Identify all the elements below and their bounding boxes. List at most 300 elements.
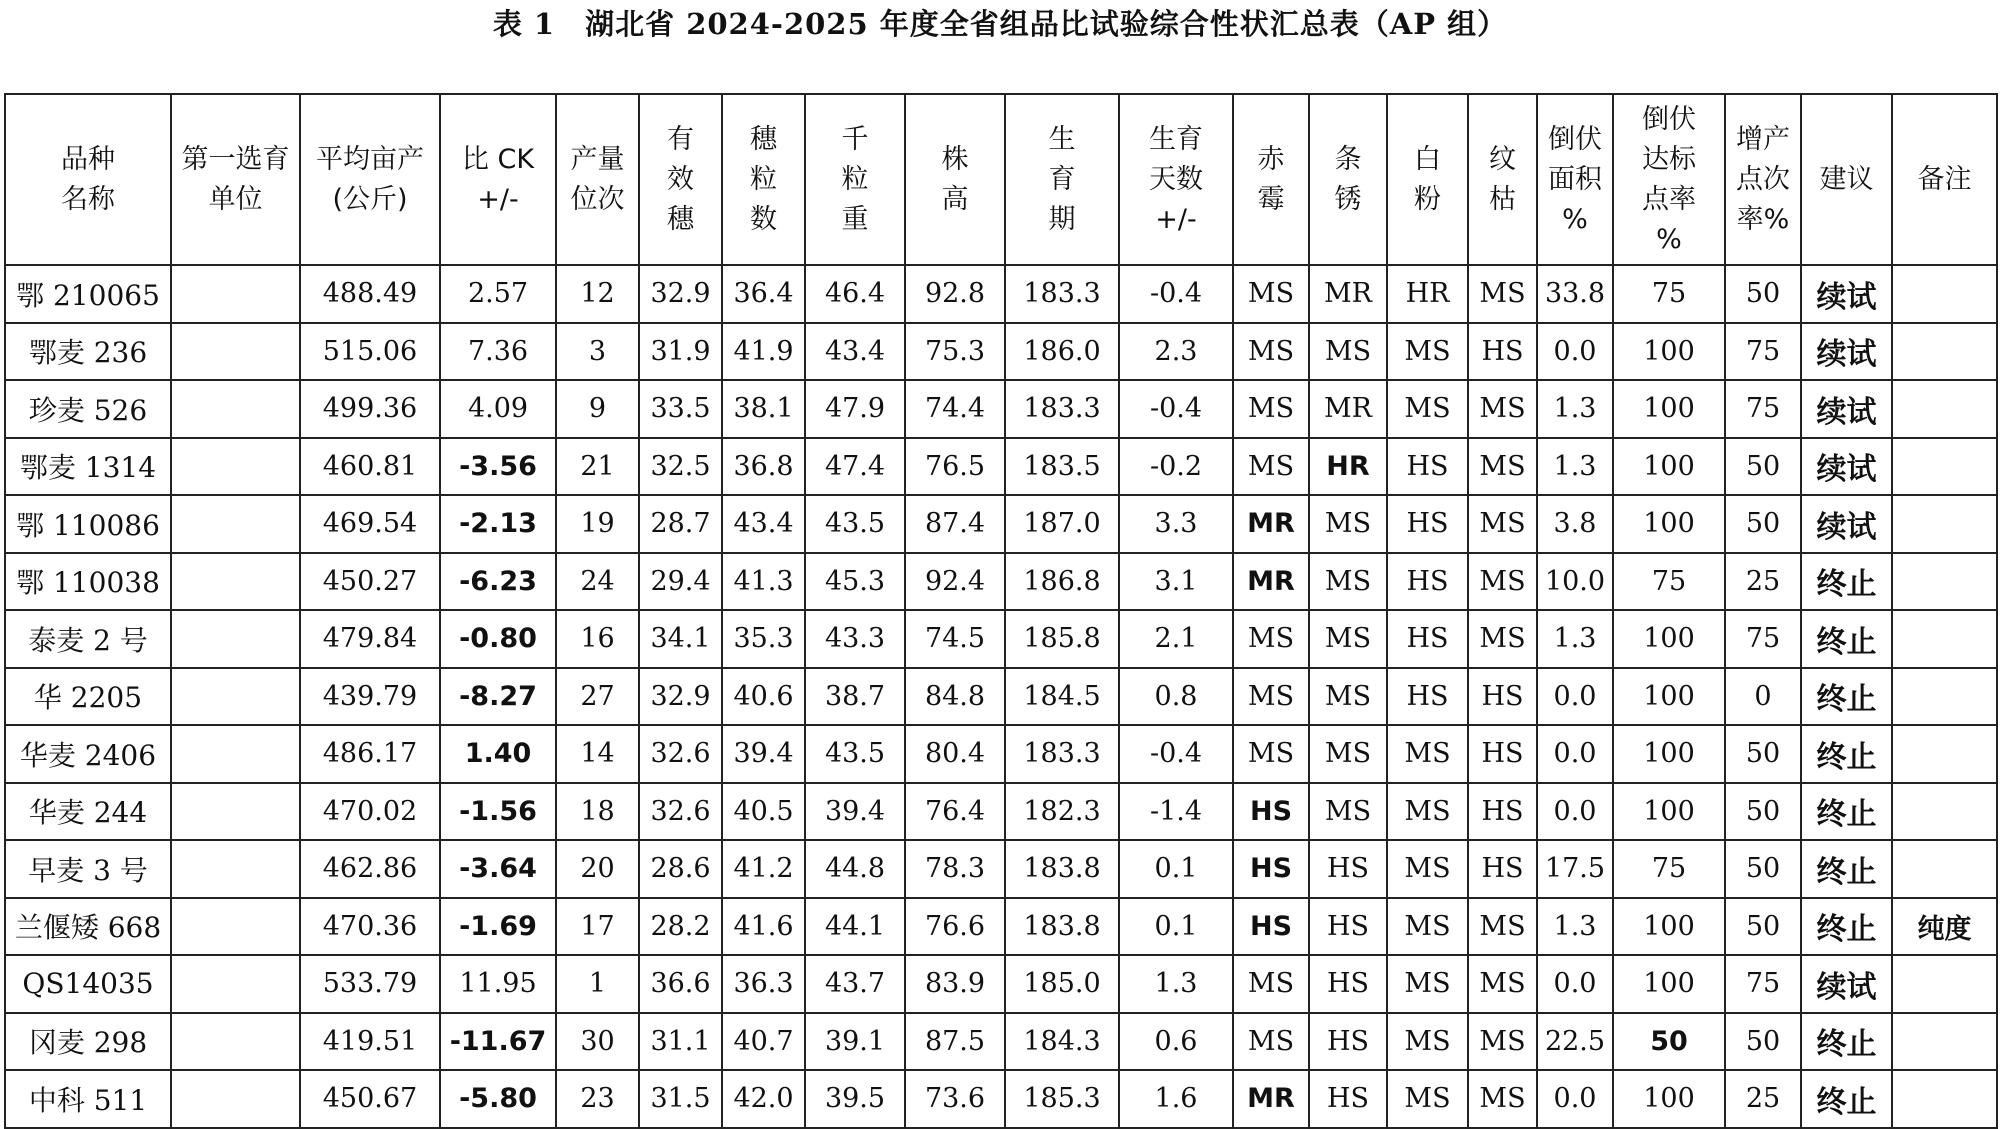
table-cell: 73.6 [905,1070,1005,1128]
table-cell: 75 [1613,840,1725,898]
table-cell: 11.95 [440,955,556,1013]
column-header-line: 霉 [1257,183,1285,215]
suggestion-cell: 终止 [1801,553,1892,611]
variety-name-cell: 早麦 3 号 [5,840,171,898]
column-header [1725,94,1801,265]
variety-name-cell: 华 2205 [5,668,171,726]
column-header-line: (公斤) [332,183,408,215]
table-row [5,380,1997,438]
table-cell: 17.5 [1537,840,1613,898]
table-cell: HS [1468,668,1537,726]
table-cell: 183.3 [1005,265,1119,323]
column-header [440,94,556,265]
table-cell [171,438,300,496]
column-header [300,94,440,265]
table-cell: 76.4 [905,783,1005,841]
table-cell: 100 [1613,323,1725,381]
table-cell: 182.3 [1005,783,1119,841]
table-cell: -0.4 [1119,265,1233,323]
table-cell: HS [1468,840,1537,898]
column-header-line: 株 [941,143,969,175]
table-cell: 12 [556,265,639,323]
table-cell: -11.67 [440,1013,556,1071]
table-cell: 183.3 [1005,380,1119,438]
table-cell: 31.5 [639,1070,722,1128]
table-cell: MS [1233,265,1309,323]
variety-name-cell: 中科 511 [5,1070,171,1128]
table-cell: 1 [556,955,639,1013]
column-header [5,94,171,265]
table-row [5,783,1997,841]
table-cell [1892,840,1997,898]
column-header-line: 粒 [841,163,869,195]
table-cell: 533.79 [300,955,440,1013]
table-row [5,610,1997,668]
table-cell: HS [1309,898,1387,956]
table-cell: 183.5 [1005,438,1119,496]
table-cell: 100 [1613,1070,1725,1128]
table-cell: 479.84 [300,610,440,668]
column-header-line: 比 CK [461,143,535,175]
table-cell: MS [1233,1013,1309,1071]
column-header-line: 倒伏 [1642,103,1696,135]
variety-name-cell: 鄂 110086 [5,495,171,553]
table-cell: 0.0 [1537,955,1613,1013]
column-header-line: 数 [750,203,777,235]
table-cell: 32.9 [639,265,722,323]
table-cell: 419.51 [300,1013,440,1071]
table-cell: -8.27 [440,668,556,726]
table-cell: 87.4 [905,495,1005,553]
table-cell: 0.8 [1119,668,1233,726]
table-cell: 36.6 [639,955,722,1013]
table-cell: 25 [1725,553,1801,611]
suggestion-cell: 续试 [1801,438,1892,496]
table-cell: 23 [556,1070,639,1128]
table-cell [1892,725,1997,783]
table-cell [1892,668,1997,726]
column-header-line: 点次 [1736,163,1790,195]
suggestion-cell: 续试 [1801,323,1892,381]
suggestion-cell: 终止 [1801,725,1892,783]
table-cell: 29.4 [639,553,722,611]
table-cell: -2.13 [440,495,556,553]
table-cell: 43.5 [805,495,905,553]
suggestion-cell: 终止 [1801,783,1892,841]
table-cell: 17 [556,898,639,956]
column-header [1613,94,1725,265]
suggestion-cell: 终止 [1801,1070,1892,1128]
table-cell: MS [1387,840,1468,898]
table-cell [171,1070,300,1128]
variety-name-cell: 鄂 210065 [5,265,171,323]
table-row [5,668,1997,726]
table-cell: 450.27 [300,553,440,611]
table-cell [1892,1013,1997,1071]
column-header-line: % [1656,223,1682,255]
table-cell [1892,495,1997,553]
column-header-line: 天数 [1149,163,1203,195]
table-cell: 186.8 [1005,553,1119,611]
table-cell: 74.5 [905,610,1005,668]
table-cell [1892,1070,1997,1128]
table-cell: -3.64 [440,840,556,898]
variety-name-cell: 鄂麦 1314 [5,438,171,496]
table-cell: 78.3 [905,840,1005,898]
column-header-line: 名称 [61,183,115,215]
table-cell: 87.5 [905,1013,1005,1071]
table-cell: 439.79 [300,668,440,726]
table-cell: HS [1309,840,1387,898]
table-cell: 84.8 [905,668,1005,726]
table-row [5,553,1997,611]
table-cell [171,380,300,438]
column-header-line: 第一选育 [181,143,290,175]
table-row [5,840,1997,898]
table-cell: 38.7 [805,668,905,726]
table-cell: 3.3 [1119,495,1233,553]
table-cell: MR [1309,265,1387,323]
table-row [5,898,1997,956]
table-cell: 75.3 [905,323,1005,381]
table-row [5,725,1997,783]
table-cell: 43.7 [805,955,905,1013]
table-cell: 47.9 [805,380,905,438]
table-cell: HS [1309,1070,1387,1128]
table-cell: 36.3 [722,955,805,1013]
table-cell: 50 [1725,1013,1801,1071]
table-cell: MS [1233,668,1309,726]
table-cell: 50 [1613,1013,1725,1071]
column-header-line: 白 [1414,143,1441,175]
table-cell: -6.23 [440,553,556,611]
column-header-line: 产量 [570,143,625,175]
table-cell: 83.9 [905,955,1005,1013]
table-cell [171,1013,300,1071]
table-cell: 33.5 [639,380,722,438]
table-cell: MS [1387,323,1468,381]
table-cell: MS [1309,783,1387,841]
table-cell: 31.9 [639,323,722,381]
table-cell [171,495,300,553]
table-cell: -0.80 [440,610,556,668]
table-cell: HS [1468,323,1537,381]
table-cell: 50 [1725,840,1801,898]
variety-name-cell: 冈麦 298 [5,1013,171,1071]
table-cell: 3 [556,323,639,381]
table-cell: 0.0 [1537,323,1613,381]
table-cell: 184.3 [1005,1013,1119,1071]
table-cell: MS [1387,380,1468,438]
table-cell: 18 [556,783,639,841]
table-cell: 75 [1725,955,1801,1013]
table-cell: 33.8 [1537,265,1613,323]
column-header-line: 位次 [570,183,625,215]
table-cell: 75 [1613,265,1725,323]
table-cell: MS [1387,783,1468,841]
table-cell: 450.67 [300,1070,440,1128]
table-cell: 515.06 [300,323,440,381]
table-cell: 10.0 [1537,553,1613,611]
column-header-line: 粒 [750,163,777,195]
table-cell: 1.3 [1537,438,1613,496]
table-cell: MS [1387,1013,1468,1071]
column-header [1801,94,1892,265]
table-cell: MS [1309,323,1387,381]
table-cell: 100 [1613,955,1725,1013]
table-cell: 43.3 [805,610,905,668]
table-cell: MS [1387,725,1468,783]
column-header-line: 单位 [208,183,263,215]
variety-name-cell: 兰偃矮 668 [5,898,171,956]
table-cell: 24 [556,553,639,611]
column-header-line: 点率 [1642,183,1696,215]
suggestion-cell: 终止 [1801,610,1892,668]
table-cell: 36.8 [722,438,805,496]
column-header-line: 枯 [1489,183,1516,215]
table-cell: MS [1468,898,1537,956]
table-cell: 0.0 [1537,725,1613,783]
table-cell: HS [1387,553,1468,611]
column-header-line: 生 [1048,123,1076,155]
table-cell: 1.3 [1537,610,1613,668]
table-cell: 25 [1725,1070,1801,1128]
table-cell: HS [1468,783,1537,841]
table-cell [1892,438,1997,496]
table-cell: MS [1309,725,1387,783]
table-cell: MS [1233,323,1309,381]
column-header-line: 增产 [1736,123,1790,155]
table-cell: 39.5 [805,1070,905,1128]
table-cell: 22.5 [1537,1013,1613,1071]
table-cell: MS [1468,955,1537,1013]
table-cell: MS [1468,438,1537,496]
table-cell: 470.36 [300,898,440,956]
table-cell: 3.8 [1537,495,1613,553]
table-cell: 469.54 [300,495,440,553]
column-header-line: 达标 [1642,143,1696,175]
table-cell: MS [1309,610,1387,668]
table-cell: 32.9 [639,668,722,726]
table-cell: 44.1 [805,898,905,956]
column-header-line: 效 [667,163,694,195]
table-cell [171,323,300,381]
column-header [1387,94,1468,265]
table-cell: 74.4 [905,380,1005,438]
table-title: 表 1 湖北省 2024-2025 年度全省组品比试验综合性状汇总表（AP 组） [492,7,1508,41]
table-cell: 50 [1725,438,1801,496]
variety-name-cell: QS14035 [5,955,171,1013]
column-header-line: 生育 [1149,123,1203,155]
table-cell: 43.4 [722,495,805,553]
table-cell: MS [1309,495,1387,553]
table-cell: 185.3 [1005,1070,1119,1128]
table-cell: 4.09 [440,380,556,438]
table-cell: 47.4 [805,438,905,496]
table-cell: 16 [556,610,639,668]
table-cell: -0.2 [1119,438,1233,496]
column-header [905,94,1005,265]
column-header-line: 率% [1736,203,1790,235]
table-cell: 32.5 [639,438,722,496]
table-cell: 2.3 [1119,323,1233,381]
column-header-line: 品种 [61,143,115,175]
table-cell: 36.4 [722,265,805,323]
table-cell: HR [1309,438,1387,496]
table-cell: 0 [1725,668,1801,726]
column-header-line: 平均亩产 [316,143,424,175]
table-cell: 0.6 [1119,1013,1233,1071]
table-cell: 50 [1725,783,1801,841]
table-cell: 7.36 [440,323,556,381]
table-cell: MS [1468,610,1537,668]
column-header [1468,94,1537,265]
table-cell: 43.4 [805,323,905,381]
table-cell: 44.8 [805,840,905,898]
table-cell: MS [1468,553,1537,611]
table-cell: 20 [556,840,639,898]
column-header-line: 育 [1048,163,1076,195]
table-cell: MS [1233,380,1309,438]
table-cell: MS [1233,610,1309,668]
variety-name-cell: 鄂麦 236 [5,323,171,381]
header-row [5,94,1997,265]
table-cell: 100 [1613,380,1725,438]
suggestion-cell: 续试 [1801,495,1892,553]
column-header-line: +/- [477,183,519,215]
table-cell: MS [1233,438,1309,496]
table-cell: 32.6 [639,725,722,783]
table-cell [171,725,300,783]
table-cell [171,265,300,323]
table-cell: MS [1468,1013,1537,1071]
table-cell: 41.3 [722,553,805,611]
table-cell: 43.5 [805,725,905,783]
table-cell: 3.1 [1119,553,1233,611]
table-cell [171,668,300,726]
table-cell: 0.1 [1119,840,1233,898]
table-cell: MR [1233,553,1309,611]
table-cell: -1.69 [440,898,556,956]
suggestion-cell: 续试 [1801,955,1892,1013]
column-header-line: 重 [841,203,869,235]
variety-name-cell: 华麦 2406 [5,725,171,783]
suggestion-cell: 终止 [1801,1013,1892,1071]
table-cell: 46.4 [805,265,905,323]
table-cell: 40.5 [722,783,805,841]
table-cell: MS [1387,898,1468,956]
table-cell: HS [1233,840,1309,898]
table-cell: MS [1309,553,1387,611]
table-cell: HS [1233,783,1309,841]
table-cell: 100 [1613,668,1725,726]
column-header [171,94,300,265]
column-header-line: 备注 [1917,163,1972,195]
table-cell: -5.80 [440,1070,556,1128]
table-cell: 41.9 [722,323,805,381]
column-header [639,94,722,265]
column-header-line: 面积 [1548,163,1602,195]
column-header [1119,94,1233,265]
column-header-line: % [1562,203,1588,235]
table-cell: -0.4 [1119,725,1233,783]
table-cell: 2.57 [440,265,556,323]
table-cell: 92.8 [905,265,1005,323]
table-cell: 34.1 [639,610,722,668]
table-cell: 28.7 [639,495,722,553]
table-cell: HS [1387,495,1468,553]
table-row [5,1070,1997,1128]
table-cell: 28.2 [639,898,722,956]
table-row [5,955,1997,1013]
column-header-line: 条 [1334,143,1362,175]
column-header-line: +/- [1155,203,1197,235]
table-cell: 183.8 [1005,840,1119,898]
table-cell: 9 [556,380,639,438]
table-cell: 31.1 [639,1013,722,1071]
table-cell: 100 [1613,783,1725,841]
table-body [5,265,1997,1128]
table-cell: -1.56 [440,783,556,841]
table-cell [1892,783,1997,841]
suggestion-cell: 终止 [1801,840,1892,898]
table-cell: 1.40 [440,725,556,783]
column-header [1892,94,1997,265]
table-cell [1892,265,1997,323]
column-header-line: 期 [1048,203,1076,235]
column-header-line: 倒伏 [1548,123,1602,155]
table-cell: 92.4 [905,553,1005,611]
table-cell: 50 [1725,898,1801,956]
table-cell: 45.3 [805,553,905,611]
table-cell: MS [1233,725,1309,783]
table-cell: MS [1468,1070,1537,1128]
table-cell: HR [1387,265,1468,323]
column-header-line: 穗 [667,203,694,235]
table-cell: 50 [1725,725,1801,783]
table-row [5,323,1997,381]
table-row [5,1013,1997,1071]
table-cell [171,840,300,898]
table-cell: 0.0 [1537,668,1613,726]
table-cell: -1.4 [1119,783,1233,841]
column-header [556,94,639,265]
table-cell: 28.6 [639,840,722,898]
table-cell: 1.3 [1119,955,1233,1013]
table-cell: MR [1233,1070,1309,1128]
column-header [1309,94,1387,265]
table-cell: 19 [556,495,639,553]
table-cell: 75 [1613,553,1725,611]
table-cell: HS [1387,668,1468,726]
column-header-line: 赤 [1257,143,1285,175]
suggestion-cell: 终止 [1801,898,1892,956]
table-cell: 41.2 [722,840,805,898]
variety-name-cell: 鄂 110038 [5,553,171,611]
table-cell: -0.4 [1119,380,1233,438]
table-cell: 499.36 [300,380,440,438]
table-cell: 100 [1613,610,1725,668]
column-header-line: 锈 [1334,183,1362,215]
trial-summary-table [4,93,1998,1129]
table-row [5,495,1997,553]
table-cell: 486.17 [300,725,440,783]
column-header-line: 高 [941,183,969,215]
table-cell [171,783,300,841]
suggestion-cell: 续试 [1801,265,1892,323]
table-cell: 183.3 [1005,725,1119,783]
table-cell: MS [1468,265,1537,323]
